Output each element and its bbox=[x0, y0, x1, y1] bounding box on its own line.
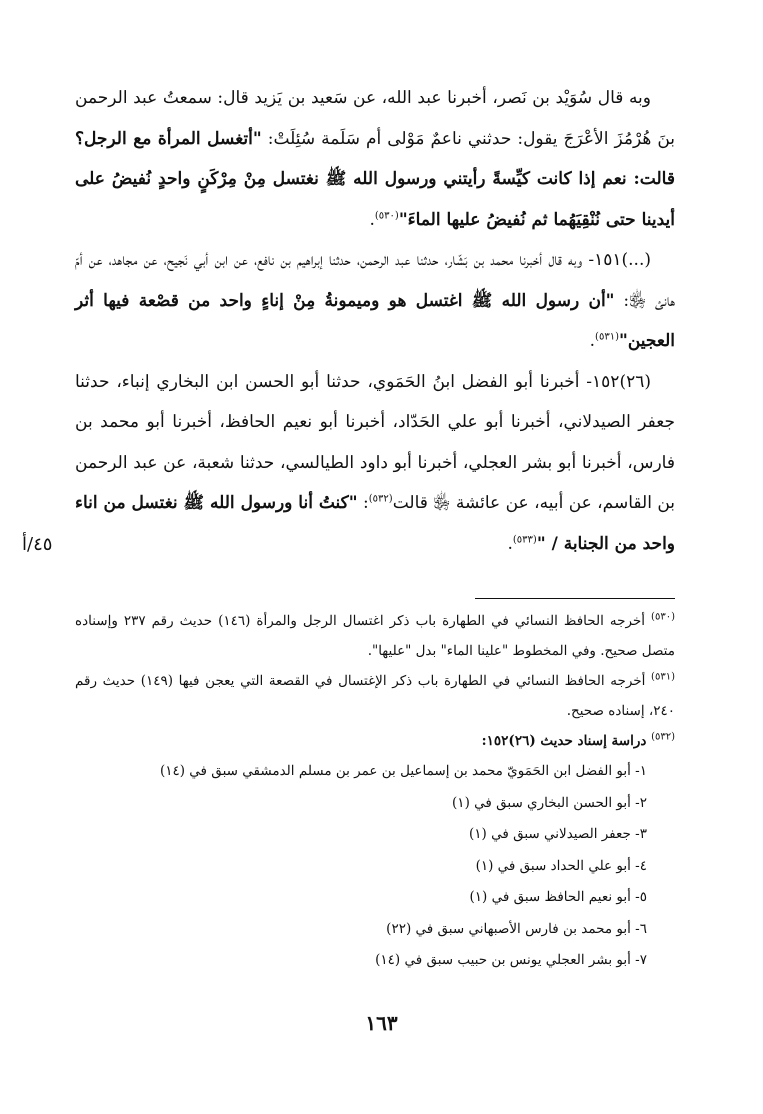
footnote-number: (٥٣١) bbox=[651, 671, 675, 683]
matn-text: "أتغسل المرأة مع الرجل؟ قالت: نعم إذا كانت كيِّسةً رأيتني ورسول الله ﷺ نغتسل مِنْ مِرْكَنٍ واحدٍ نُفيضُ على أيدينا حتى نُنْقِيَهُما ثم نُفيضُ عليها الماءَ" bbox=[75, 128, 675, 230]
footnote-text: أخرجه الحافظ النسائي في الطهارة باب ذكر اغتسال الرجل والمرأة (١٤٦) حديث رقم ٢٣٧ وإسناده متصل صحيح. وفي المخطوط "علينا الماء" بدل "عليها". bbox=[75, 613, 675, 659]
punctuation: : bbox=[357, 493, 369, 513]
punctuation: . bbox=[589, 331, 596, 351]
paragraph-hadith-151 bbox=[75, 240, 675, 362]
paragraph-hadith-530 bbox=[75, 78, 675, 240]
footnote-number: (٥٣٢) bbox=[651, 731, 675, 743]
narrator-list bbox=[75, 756, 675, 977]
footnote-530 bbox=[75, 606, 675, 666]
narrator-item: ٤- أبو علي الحداد سبق في (١) bbox=[475, 857, 647, 874]
paragraph-hadith-152 bbox=[75, 362, 675, 565]
narrator-item: ٥- أبو نعيم الحافظ سبق في (١) bbox=[469, 889, 647, 905]
matn-text: "أن رسول الله ﷺ اغتسل هو وميمونةُ مِنْ إناءٍ واحد من قصْعة فيها أثر العجين" bbox=[75, 290, 675, 351]
footnotes bbox=[75, 606, 675, 977]
footnote-number: (٥٣٠) bbox=[651, 611, 675, 623]
footnote-separator bbox=[475, 598, 675, 599]
footnote-531 bbox=[75, 666, 675, 726]
punctuation: . bbox=[369, 209, 375, 230]
narrator-item: ٧- أبو بشر العجلي يونس بن حبيب سبق في (١٤) bbox=[375, 952, 647, 968]
main-text bbox=[75, 78, 675, 564]
page-number: ١٦٣ bbox=[365, 1011, 398, 1035]
footnote-ref[interactable]: (٥٣٣) bbox=[512, 533, 537, 545]
isnad-text: (...)١٥١- وبه قال أخبرنا محمد بن بَشّار، حدثنا عبد الرحمن، حدثنا إبراهيم بن نافع، عن ابن أبي نَجيح، عن مجاهد، عن أمّ هانئ ﵂: bbox=[75, 250, 675, 311]
footnote-532 bbox=[75, 726, 675, 756]
isnad-text: وبه قال سُوَيْد بن نَصر، أخبرنا عبد الله، عن سَعيد بن يَزيد قال: سمعتُ عبد الرحمن بنَ هُرْمُزَ الأعْرَجَ يقول: حدثني ناعمٌ مَوْلى أم سَلَمة سُئِلَتْ: bbox=[75, 88, 675, 149]
footnote-ref[interactable]: (٥٣٠) bbox=[374, 209, 399, 221]
manuscript-folio-marker: ٤٥/أ bbox=[22, 534, 53, 555]
footnote-text: أخرجه الحافظ النسائي في الطهارة باب ذكر الإغتسال في القصعة التي يعجن فيها (١٤٩) حديث رقم ٢٤٠، إسناده صحيح. bbox=[75, 673, 675, 719]
narrator-item: ٢- أبو الحسن البخاري سبق في (١) bbox=[452, 794, 647, 811]
footnote-ref[interactable]: (٥٣٢) bbox=[368, 493, 393, 505]
narrator-item: ١- أبو الفضل ابن الحَمَويّ محمد بن إسماعيل بن عمر بن مسلم الدمشقي سبق في (١٤) bbox=[159, 763, 647, 779]
footnote-heading: دراسة إسناد حديث (٢٦)١٥٢: bbox=[481, 733, 652, 749]
footnote-ref[interactable]: (٥٣١) bbox=[595, 331, 619, 343]
punctuation: . bbox=[507, 533, 513, 554]
narrator-item: ٣- جعفر الصيدلاني سبق في (١) bbox=[468, 826, 647, 842]
matn-text: "كنتُ أنا ورسول الله ﷺ نغتسل من اناء واحد من الجنابة / " bbox=[75, 493, 675, 554]
narrator-item: ٦- أبو محمد بن فارس الأصبهاني سبق في (٢٢) bbox=[386, 920, 647, 937]
isnad-text: (٢٦)١٥٢- أخبرنا أبو الفضل ابنُ الحَمَوي، حدثنا أبو الحسن ابن البخاري إنباء، حدثنا جعفر الصيدلاني، أخبرنا أبو علي الحَدّاد، أخبرنا أبو نعيم الحافظ، أخبرنا أبو محمد بن فارس، أخبرنا أبو بشر العجلي، أخبرنا أبو داود الطيالسي، حدثنا شعبة، عن عبد الرحمن بن القاسم، عن أبيه، عن عائشة ﵂ قالت bbox=[75, 371, 675, 513]
